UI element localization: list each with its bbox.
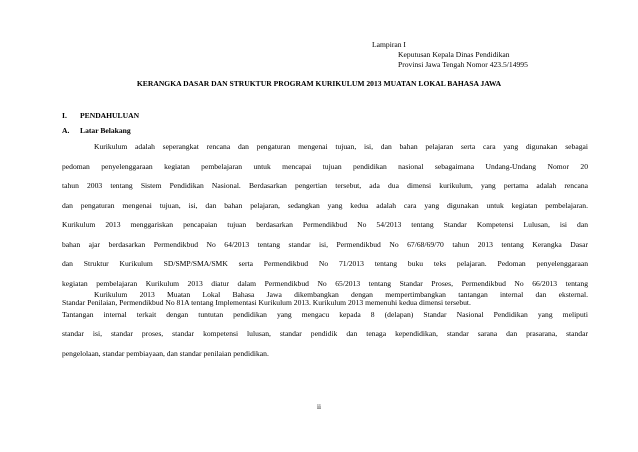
attachment-header	[372, 40, 528, 70]
paragraph-line: dan Struktur Kurikulum SD/SMP/SMA/SMK serta Permendikbud No 71/2013 tentang buku teks pelajaran. Pedoman penyelenggaraan	[62, 259, 588, 268]
page-number: ii	[317, 403, 321, 411]
paragraph-line: pedoman penyelenggaraan kegiatan pembelajaran untuk mencapai tujuan pendidikan nasional sebagaimana Undang-Undang Nomor 20	[62, 161, 588, 171]
section-number: I.	[62, 111, 67, 120]
paragraph-line: Kurikulum adalah seperangkat rencana dan pengaturan mengenai tujuan, isi, dan bahan pelajaran serta cara yang digunakan sebagai	[94, 142, 588, 151]
paragraph-line: Tantangan internal terkait dengan tuntutan pendidikan yang mengacu kepada 8 (delapan) Standar Nasional Pendidikan yang meliputi	[62, 309, 588, 319]
subsection-label: Latar Belakang	[80, 126, 131, 135]
decree-number-line: Provinsi Jawa Tengah Nomor 423.5/14995	[398, 60, 528, 69]
paragraph-line: tahun 2003 tentang Sistem Pendidikan Nasional. Berdasarkan pengertian tersebut, ada dua dimensi kurikulum, yang pertama adalah rencana	[62, 181, 588, 190]
document-title: KERANGKA DASAR DAN STRUKTUR PROGRAM KURIKULUM 2013 MUATAN LOKAL BAHASA JAWA	[136, 79, 502, 88]
decree-line: Keputusan Kepala Dinas Pendidikan	[398, 50, 510, 59]
paragraph-line: dan pengaturan mengenai tujuan, isi, dan bahan pelajaran, sedangkan yang kedua adalah cara yang digunakan untuk kegiatan pembelajaran.	[62, 200, 588, 210]
paragraph-line: standar isi, standar proses, standar kompetensi lulusan, standar pendidik dan tenaga kependidikan, standar sarana dan prasarana, standar	[62, 329, 588, 338]
subsection-heading	[62, 126, 131, 135]
paragraph-line: Kurikulum 2013 Muatan Lokal Bahasa Jawa dikembangkan dengan mempertimbangkan tantangan internal dan eksternal.	[94, 290, 588, 299]
paragraph-line: Kurikulum 2013 menggariskan pencapaian tujuan berdasarkan Permendikbud No 54/2013 tentang Standar Kompetensi Lulusan, isi dan	[62, 220, 588, 229]
paragraph-2	[62, 285, 588, 363]
section-heading	[62, 111, 139, 120]
paragraph-line: Standar Penilaian, Permendikbud No 81A tentang Implementasi Kurikulum 2013. Kurikulum 2013 memenuhi kedua dimensi tersebut.	[62, 298, 471, 307]
section-label: PENDAHULUAN	[80, 111, 140, 120]
paragraph-line: bahan ajar berdasarkan Permendikbud No 64/2013 tentang standar isi, Permendikbud No 67/68/69/70 tahun 2013 tentang Kerangka Dasar	[62, 239, 588, 249]
paragraph-line: pengelolaan, standar pembiayaan, dan standar penilaian pendidikan.	[62, 348, 269, 358]
paragraph-line: kegiatan pembelajaran Kurikulum 2013 diatur dalam Permendikbud No 65/2013 tentang Standar Proses, Permendikbud No 66/2013 tentang	[62, 278, 588, 288]
attachment-label: Lampiran I	[372, 40, 406, 49]
subsection-number: A.	[62, 126, 70, 135]
